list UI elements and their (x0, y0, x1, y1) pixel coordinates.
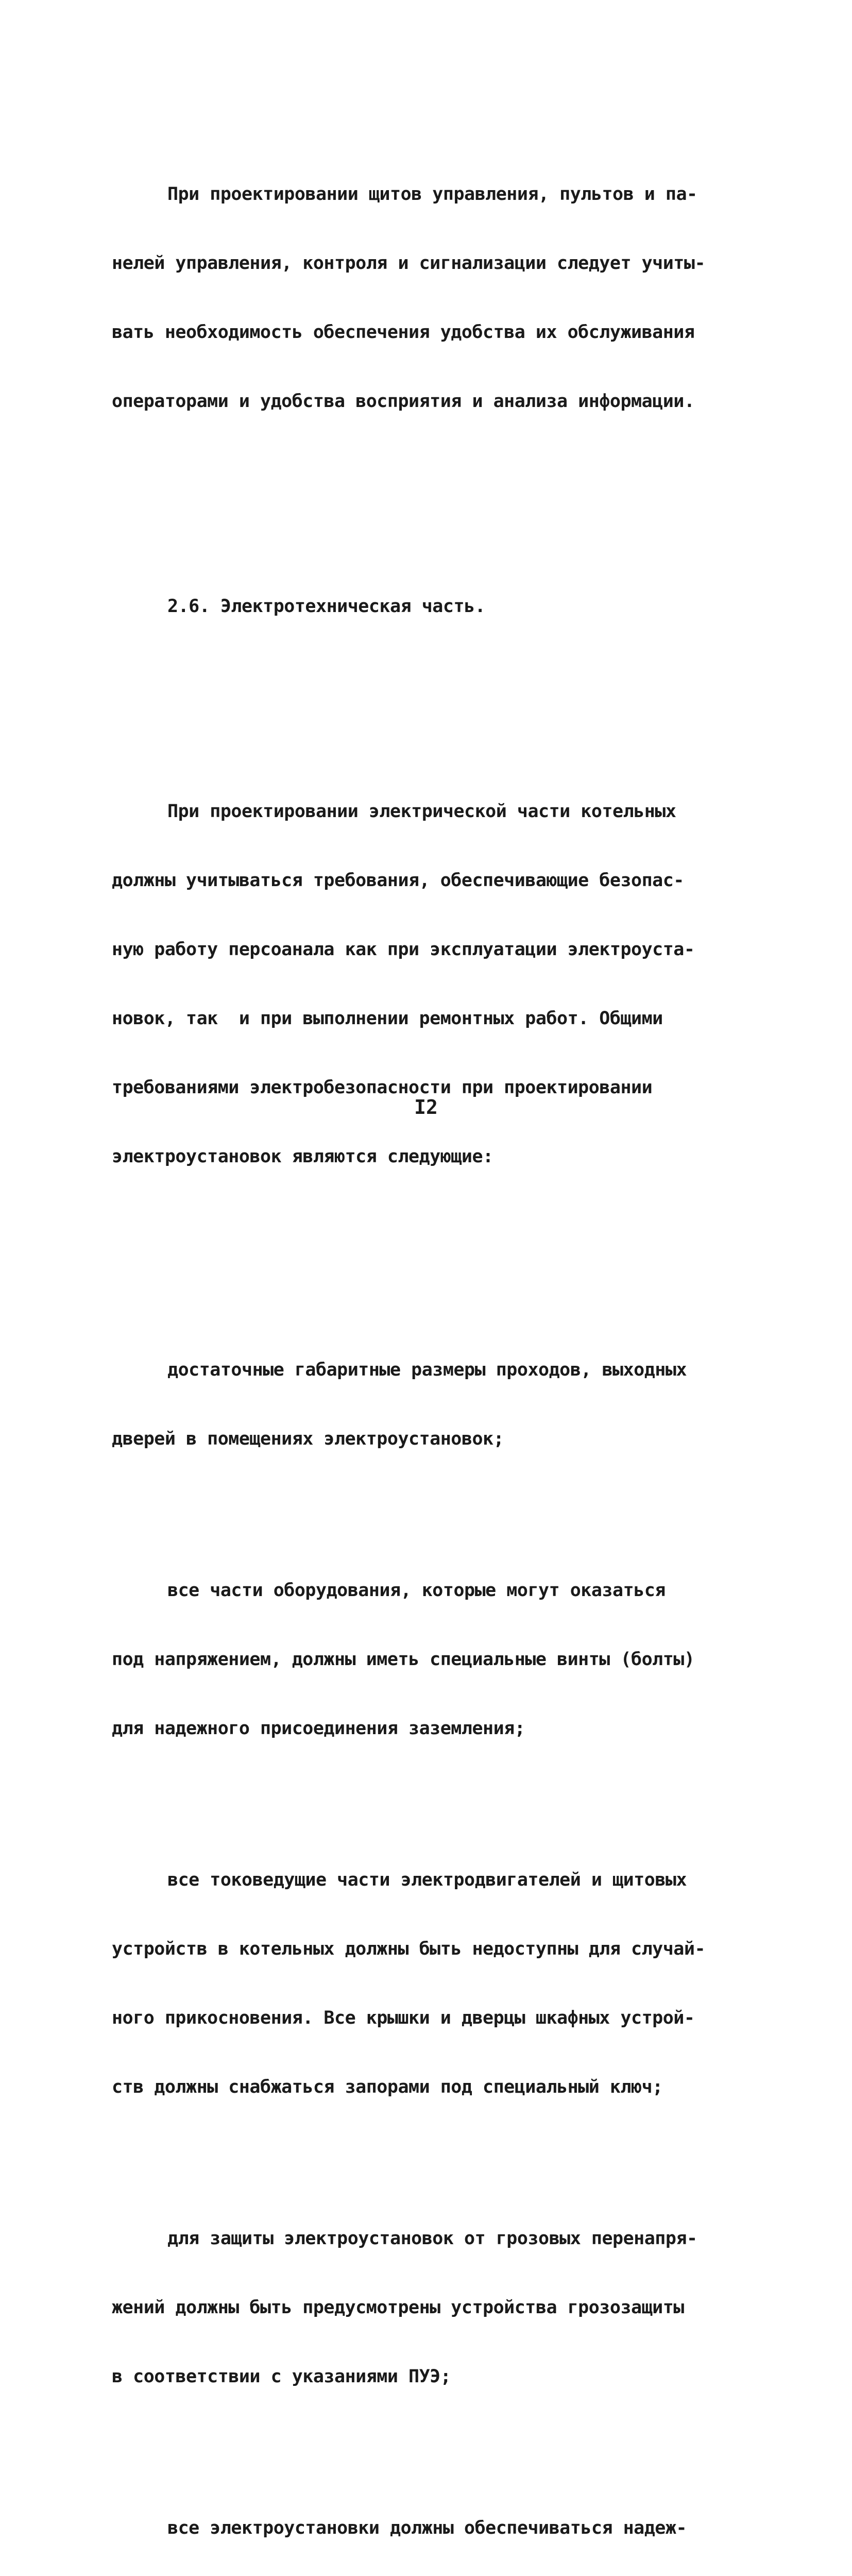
text-line: устройств в котельных должны быть недоступны для случай- (112, 1939, 706, 1959)
list-item (112, 1315, 761, 1494)
text-line: жений должны быть предусмотрены устройства грозозащиты (112, 2297, 684, 2318)
text-line: При проектировании электрической части котельных (167, 801, 676, 822)
section-heading: 2.6. Электротехническая часть. (167, 596, 486, 617)
list-item (112, 1535, 761, 1784)
text-line: все части оборудования, которые могут оказаться (167, 1580, 666, 1601)
list-item (112, 1825, 761, 2142)
text-line: все электроустановки должны обеспечиваться надеж- (167, 2518, 687, 2538)
text-line: для надежного присоединения заземления; (112, 1718, 525, 1739)
text-line: операторами и удобства восприятия и анализа информации. (112, 391, 695, 412)
text-line: дверей в помещениях электроустановок; (112, 1429, 504, 1449)
text-line: нелей управления, контроля и сигнализации следует учиты- (112, 253, 706, 274)
page-number: I2 (414, 1096, 438, 1118)
text-line: должны учитываться требования, обеспечивающие безопас- (112, 870, 684, 891)
text-line: новок, так и при выполнении ремонтных работ. Общими (112, 1008, 663, 1029)
text-line: ную работу персоанала как при эксплуатации электроуста- (112, 939, 695, 960)
text-line: вать необходимость обеспечения удобства их обслуживания (112, 322, 695, 343)
document-body (112, 77, 761, 2576)
text-line: для защиты электроустановок от грозовых перенапря- (167, 2228, 697, 2249)
text-line: электроустановок являются следующие: (112, 1146, 493, 1167)
text-line: достаточные габаритные размеры проходов, выходных (167, 1360, 687, 1380)
text-line: При проектировании щитов управления, пультов и па- (167, 184, 697, 205)
requirements-list (112, 1274, 761, 2576)
paragraph-electrical-requirements (112, 756, 761, 1212)
text-line: ного прикосновения. Все крышки и дверцы шкафных устрой- (112, 2008, 695, 2028)
paragraph-control-panels (112, 139, 761, 456)
list-item (112, 2473, 761, 2576)
text-line: ств должны снабжаться запорами под специальный ключ; (112, 2077, 663, 2097)
text-line: все токоведущие части электродвигателей и щитовых (167, 1870, 687, 1890)
text-line: требованиями электробезопасности при проектировании (112, 1077, 653, 1098)
text-line: в соответствии с указаниями ПУЭ; (112, 2366, 451, 2387)
list-item (112, 2183, 761, 2432)
text-line: под напряжением, должны иметь специальные винты (болты) (112, 1649, 695, 1670)
